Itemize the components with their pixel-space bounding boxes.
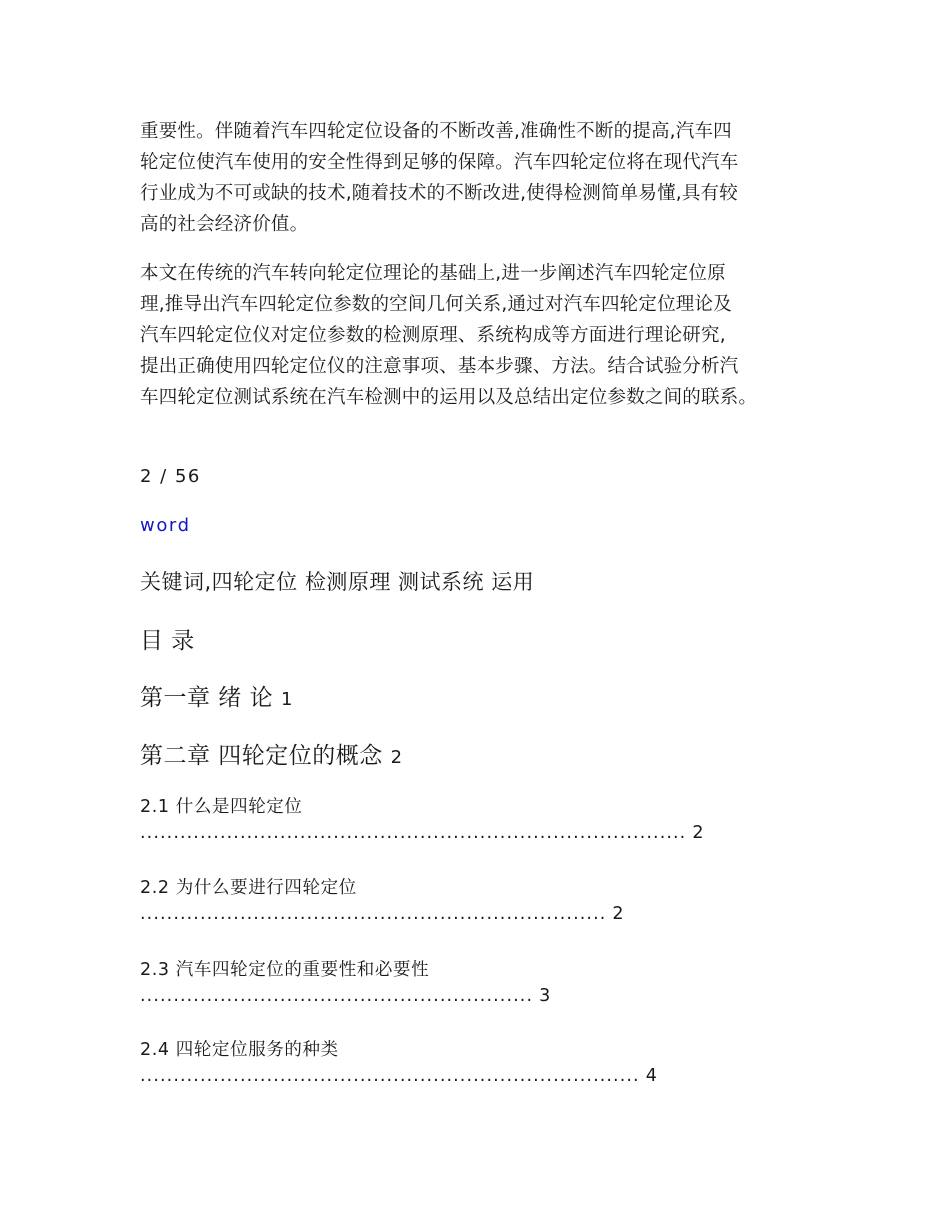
toc-entry-title: 2.3 汽车四轮定位的重要性和必要性 bbox=[140, 960, 430, 980]
dot-leader: ...................................................................... bbox=[140, 904, 607, 924]
toc-entry-2-3[interactable] bbox=[140, 956, 551, 1006]
paragraph-line: 轮定位使汽车使用的安全性得到足够的保障。汽车四轮定位将在现代汽车 bbox=[140, 152, 739, 173]
abstract-paragraph bbox=[140, 258, 830, 413]
body-paragraph bbox=[140, 116, 830, 240]
toc-chapter-1[interactable] bbox=[140, 679, 293, 712]
toc-leader bbox=[140, 1066, 657, 1086]
dot-leader: ........................................................... bbox=[140, 986, 534, 1006]
toc-page-number: 3 bbox=[539, 986, 551, 1006]
chapter-title: 第二章 四轮定位的概念 bbox=[140, 743, 383, 769]
toc-entry-title: 2.2 为什么要进行四轮定位 bbox=[140, 878, 357, 898]
paragraph-line: 理,推导出汽车四轮定位参数的空间几何关系,通过对汽车四轮定位理论及 bbox=[140, 294, 732, 315]
paragraph-line: 汽车四轮定位仪对定位参数的检测原理、系统构成等方面进行理论研究, bbox=[140, 325, 726, 346]
toc-leader bbox=[140, 904, 624, 924]
toc-entry-2-2[interactable] bbox=[140, 874, 624, 924]
dot-leader: ........................................................................... bbox=[140, 1066, 640, 1086]
paragraph-line: 提出正确使用四轮定位仪的注意事项、基本步骤、方法。结合试验分析汽 bbox=[140, 356, 739, 377]
toc-entry-2-1[interactable] bbox=[140, 793, 704, 843]
toc-entry-title: 2.1 什么是四轮定位 bbox=[140, 797, 303, 817]
toc-leader bbox=[140, 986, 551, 1006]
toc-entry-title: 2.4 四轮定位服务的种类 bbox=[140, 1040, 339, 1060]
paragraph-line: 重要性。伴随着汽车四轮定位设备的不断改善,准确性不断的提高,汽车四 bbox=[140, 121, 732, 142]
word-link[interactable]: word bbox=[140, 515, 191, 536]
paragraph-line: 高的社会经济价值。 bbox=[140, 214, 309, 235]
toc-leader bbox=[140, 823, 704, 843]
paragraph-line: 车四轮定位测试系统在汽车检测中的运用以及总结出定位参数之间的联系。 bbox=[140, 387, 758, 408]
toc-page-number: 2 bbox=[692, 823, 704, 843]
paragraph-line: 本文在传统的汽车转向轮定位理论的基础上,进一步阐述汽车四轮定位原 bbox=[140, 263, 726, 284]
toc-chapter-2[interactable] bbox=[140, 737, 403, 770]
toc-entry-2-4[interactable] bbox=[140, 1036, 657, 1086]
toc-title: 目 录 bbox=[140, 628, 195, 654]
dot-leader: .................................................................................. bbox=[140, 823, 687, 843]
page-indicator: 2 / 56 bbox=[140, 466, 201, 487]
paragraph-line: 行业成为不可或缺的技术,随着技术的不断改进,使得检测简单易懂,具有较 bbox=[140, 183, 738, 204]
chapter-title: 第一章 绪 论 bbox=[140, 685, 274, 711]
chapter-page-number: 1 bbox=[280, 689, 293, 710]
toc-page-number: 4 bbox=[645, 1066, 658, 1086]
keywords-line: 关键词,四轮定位 检测原理 测试系统 运用 bbox=[140, 570, 535, 594]
toc-page-number: 2 bbox=[612, 904, 624, 924]
chapter-page-number: 2 bbox=[390, 747, 403, 768]
